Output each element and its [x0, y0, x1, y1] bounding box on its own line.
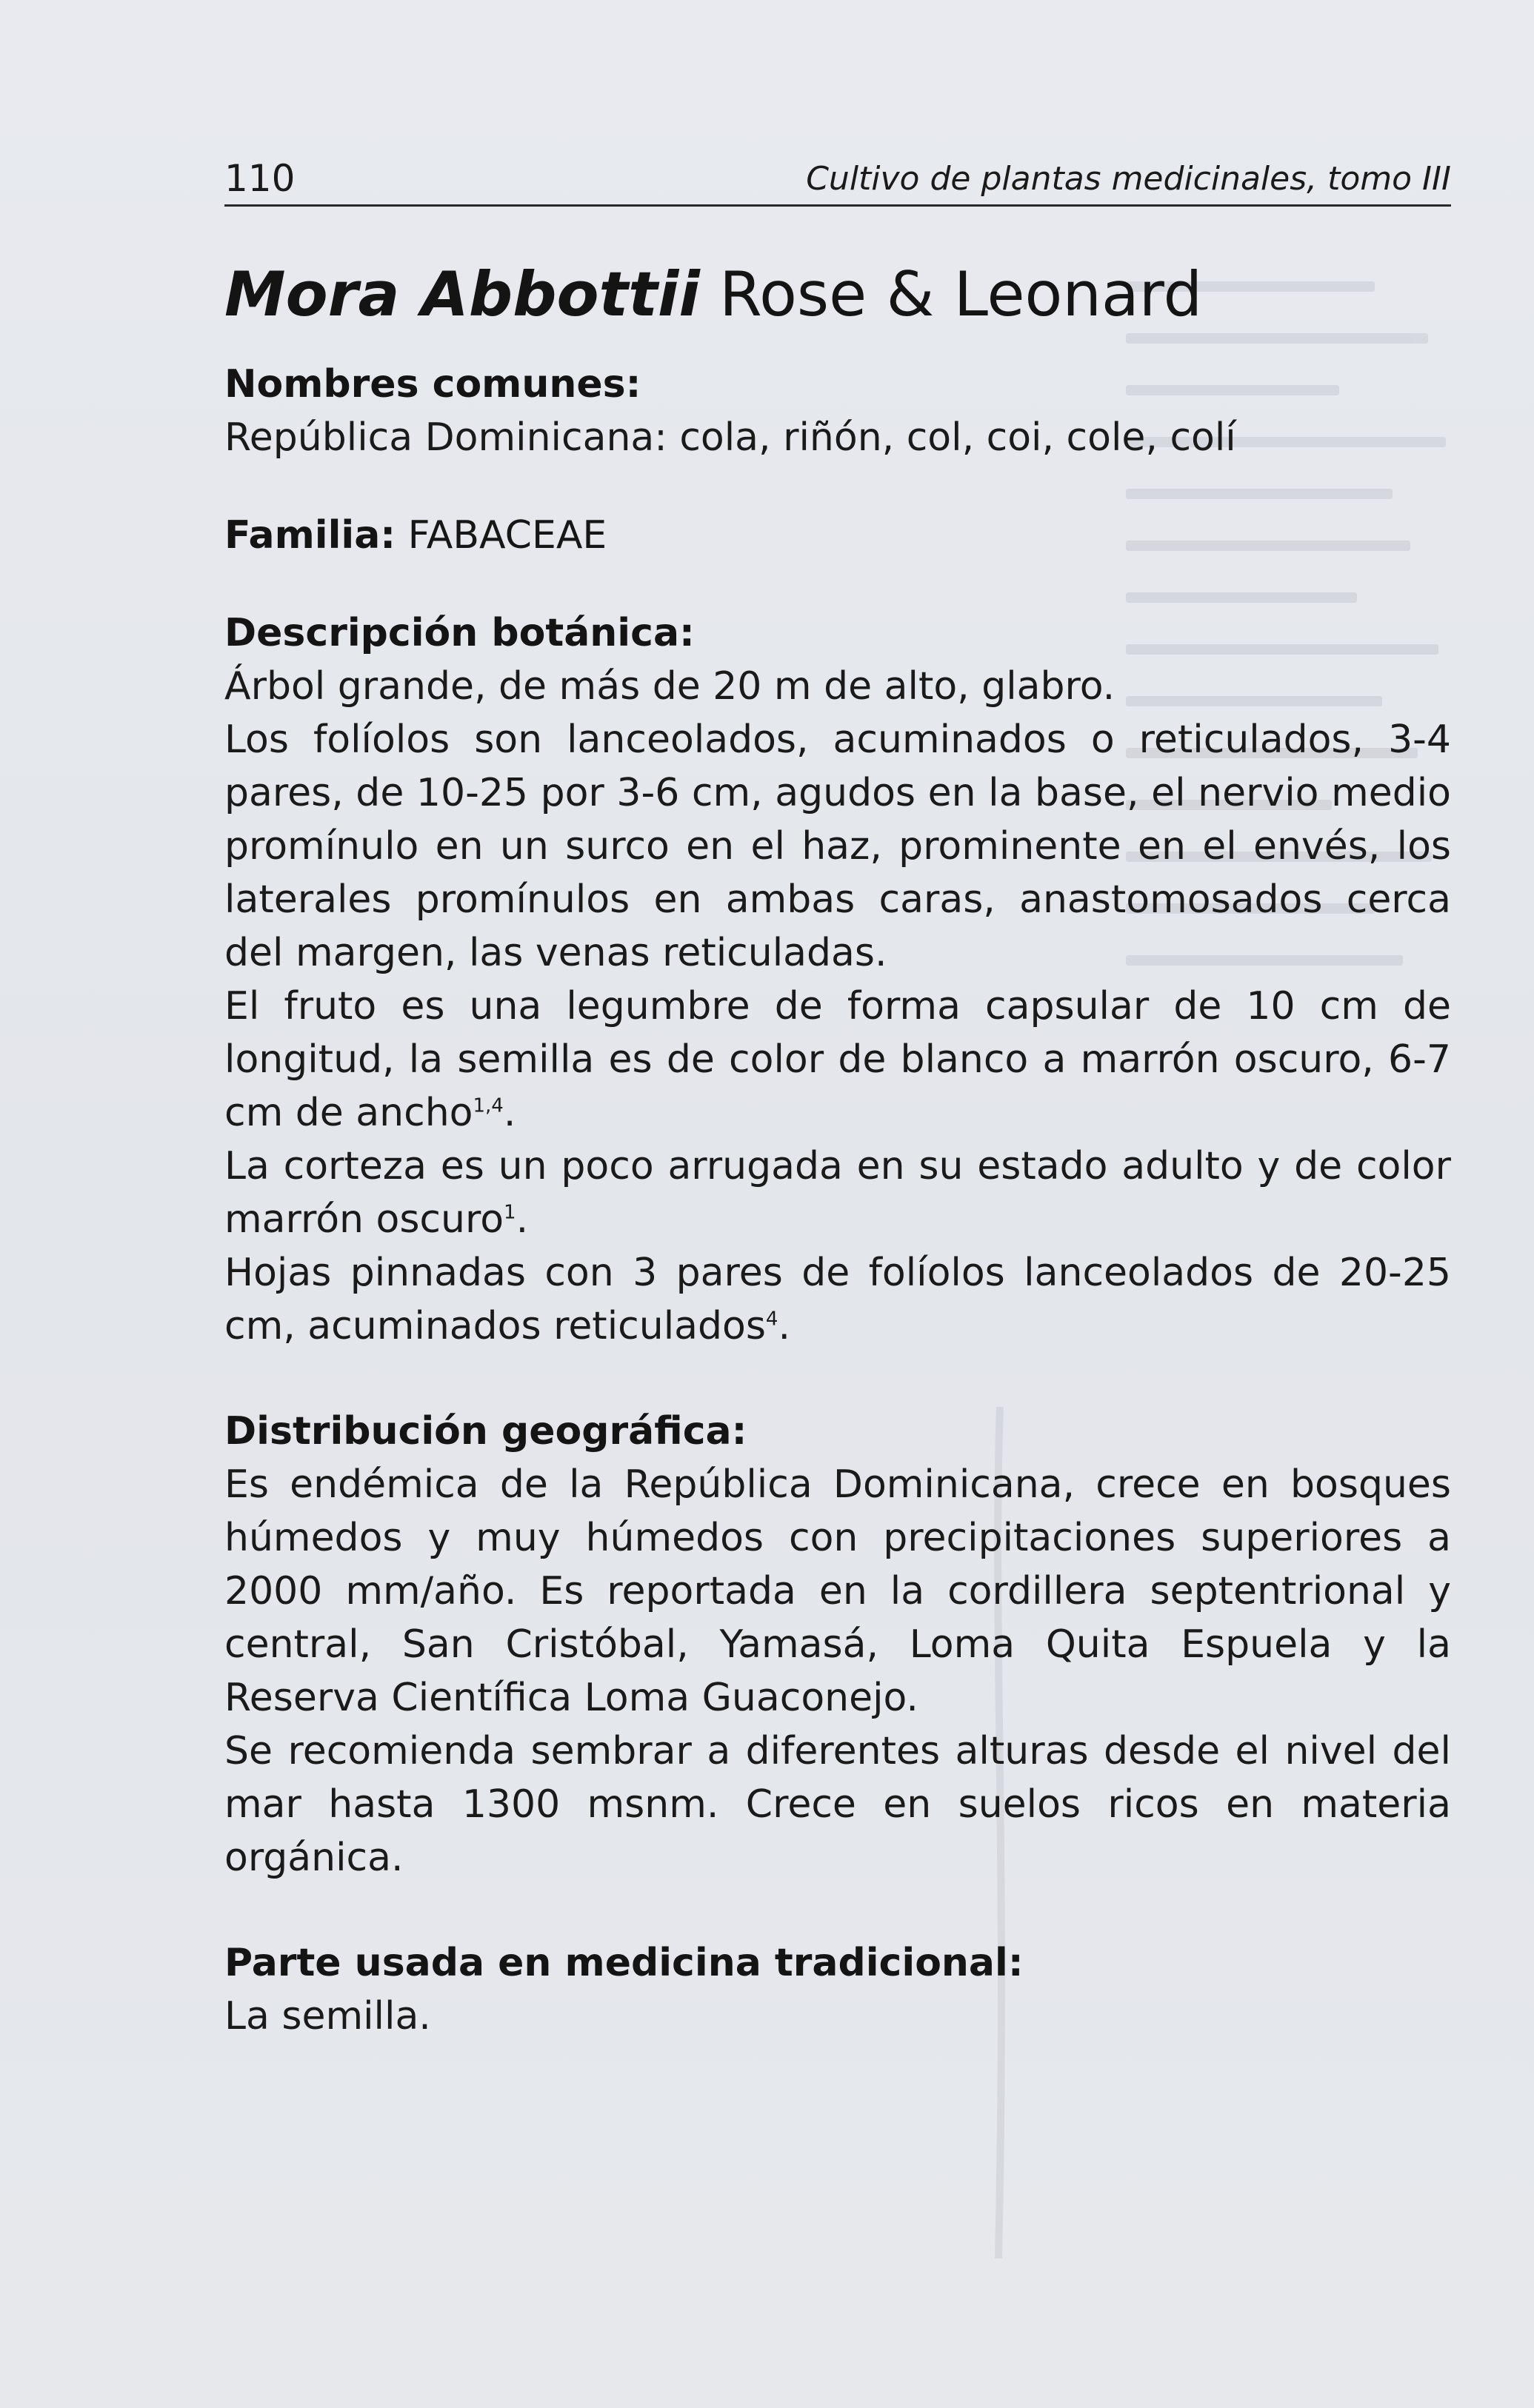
reference-marker: 1,4 — [473, 1094, 504, 1117]
running-title: Cultivo de plantas medicinales, tomo III — [806, 160, 1451, 198]
botanical-description-label: Descripción botánica: — [224, 611, 695, 656]
family-value: FABACEAE — [396, 513, 607, 558]
description-paragraph-2: Los folíolos son lanceolados, acuminados o reticulados, 3-4 pares, de 10-25 por 3-6 cm, agudos en la base, el nervio medio promínulo en un surco en el haz, prominente en el envés, los laterales promínulos en ambas caras, anastomosados cerca del margen, las venas reticuladas. — [224, 718, 1451, 976]
common-names-label: Nombres comunes: — [224, 362, 641, 407]
distribution-paragraph-1: Es endémica de la República Dominicana, crece en bosques húmedos y muy húmedos con precipitaciones superiores a 2000 mm/año. Es reportada en la cordillera septentrional y central, San Cristóbal, Yamasá, Loma Quita Espuela y la Reserva Científica Loma Guaconejo. — [224, 1462, 1451, 1721]
part-used-text: La semilla. — [224, 1994, 431, 2039]
entry-content — [224, 258, 1451, 2043]
distribution-paragraph-2: Se recomienda sembrar a diferentes alturas desde el nivel del mar hasta 1300 msnm. Crece en suelos ricos en materia orgánica. — [224, 1729, 1451, 1881]
botanical-description-section — [224, 606, 1451, 1353]
description-paragraph-1: Árbol grande, de más de 20 m de alto, glabro. — [224, 664, 1116, 709]
part-used-section — [224, 1936, 1451, 2043]
geographic-distribution-section — [224, 1405, 1451, 1884]
species-title — [224, 258, 1451, 330]
reference-marker: 1 — [504, 1201, 516, 1224]
page-header — [224, 145, 1451, 207]
page-number: 110 — [224, 157, 296, 200]
family-section — [224, 509, 1451, 562]
description-paragraph-3: El fruto es una legumbre de forma capsular de 10 cm de longitud, la semilla es de color de blanco a marrón oscuro, 6-7 cm de ancho$^{1,4}$. — [224, 984, 1451, 1136]
description-paragraph-4: La corteza es un poco arrugada en su estado adulto y de color marrón oscuro$^1$. — [224, 1144, 1451, 1243]
species-name: Mora Abbottii — [224, 258, 700, 330]
family-label: Familia: — [224, 513, 396, 558]
common-names-section — [224, 358, 1451, 464]
species-authority: Rose & Leonard — [699, 258, 1203, 330]
reference-marker: 4 — [765, 1308, 778, 1331]
geographic-distribution-label: Distribución geográfica: — [224, 1409, 747, 1454]
common-names-text: República Dominicana: cola, riñón, col, coi, cole, colí — [224, 415, 1236, 461]
part-used-label: Parte usada en medicina tradicional: — [224, 1941, 1024, 1986]
description-paragraph-5: Hojas pinnadas con 3 pares de folíolos lanceolados de 20-25 cm, acuminados reticulados$^4$. — [224, 1251, 1451, 1349]
